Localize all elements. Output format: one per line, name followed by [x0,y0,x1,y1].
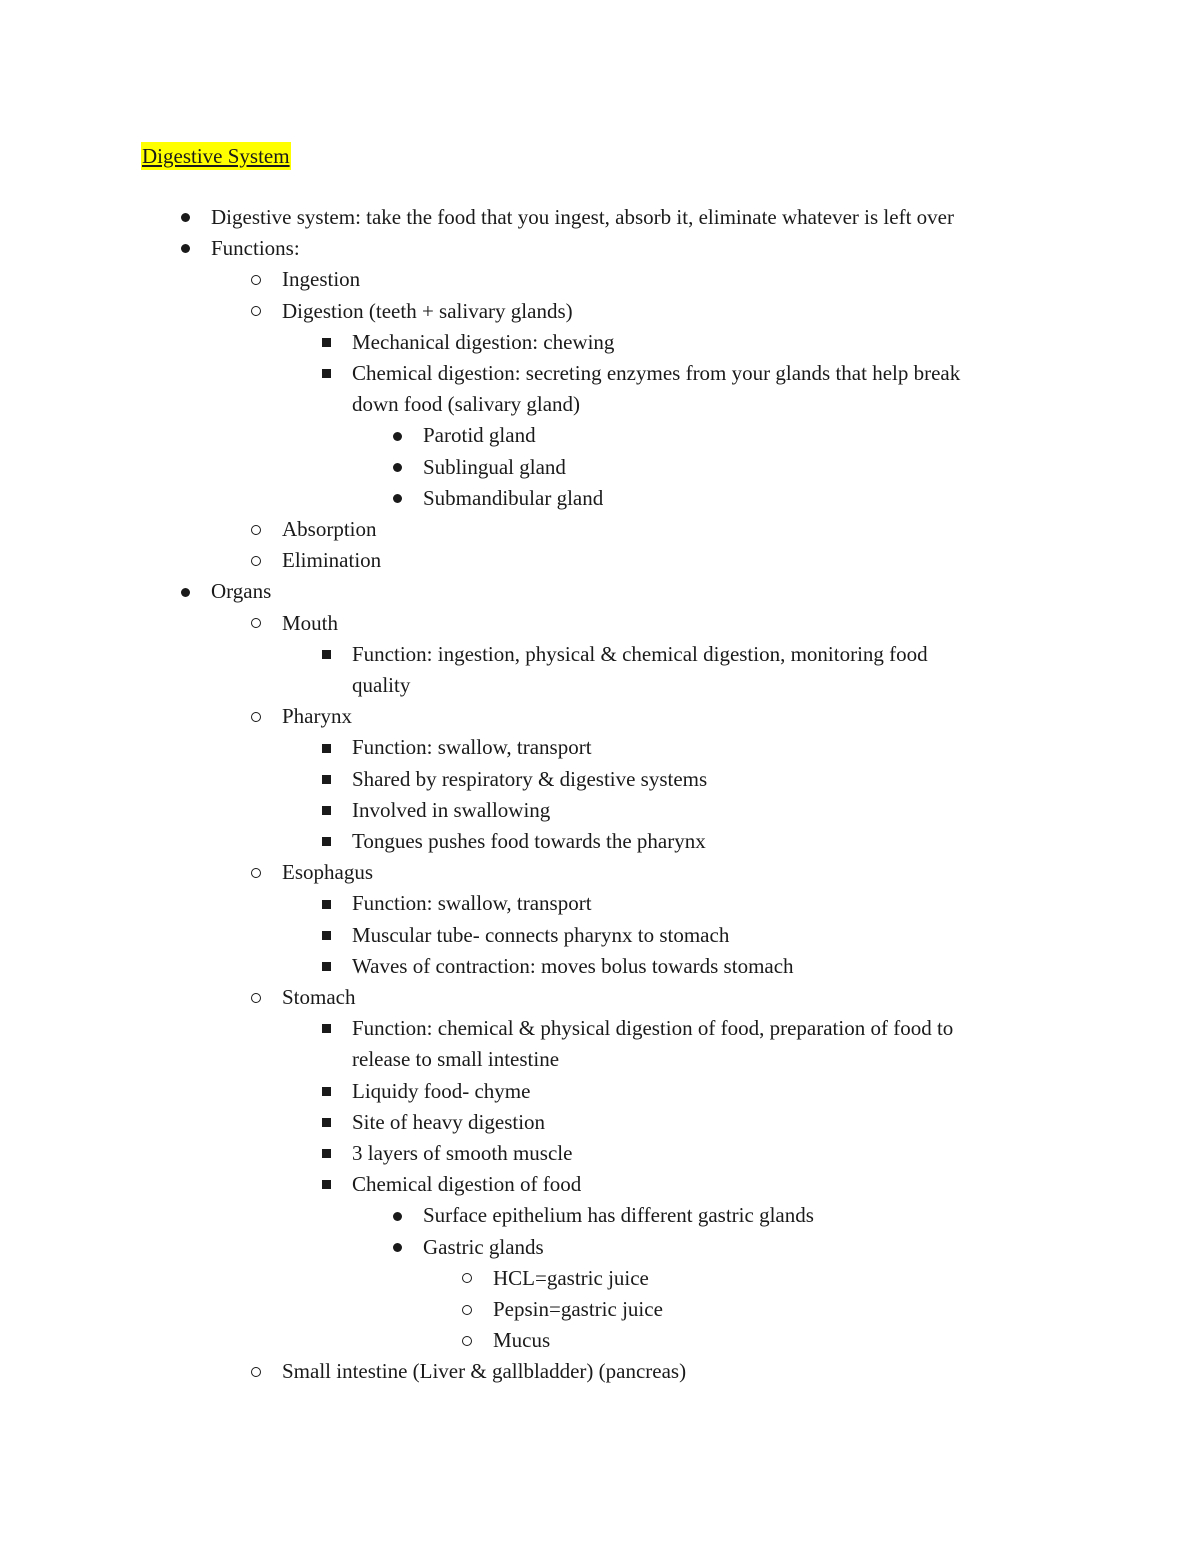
list-item-level-2: Function: swallow, transport [352,891,592,916]
bullet-square-icon [311,888,341,919]
list-item-level-0: Digestive system: take the food that you ingest, absorb it, eliminate whatever is left over [211,205,954,229]
list-item-level-1: Absorption [282,517,377,541]
bullet-disc-icon [382,420,412,451]
bullet-circle-icon [241,857,271,888]
bullet-circle-icon [241,701,271,732]
list-item-level-1: Elimination [282,548,382,573]
bullet-square-icon [311,358,341,389]
document-title: Digestive System [142,144,290,168]
list-item-level-1: Small intestine (Liver & gallbladder) (pancreas) [282,1359,687,1384]
bullet-square-icon [311,764,341,795]
list-item-level-1: Digestion (teeth + salivary glands) [282,298,573,323]
bullet-disc-icon [170,202,200,233]
list-item-level-2: 3 layers of smooth muscle [352,1141,573,1165]
bullet-circle-icon [452,1263,482,1294]
bullet-square-icon [311,732,341,763]
list-item-level-4: HCL=gastric juice [493,1265,649,1290]
list-item-level-3: Submandibular gland [423,485,604,510]
list-item-level-2: Function: chemical & physical digestion of food, preparation of food to [352,1016,954,1041]
bullet-square-icon [311,1169,341,1200]
bullet-square-icon [311,920,341,951]
list-item-level-2: Function: ingestion, physical & chemical digestion, monitoring food [352,641,928,666]
bullet-square-icon [311,327,341,358]
bullet-square-icon [311,1107,341,1138]
bullet-circle-icon [452,1294,482,1325]
list-item-level-3: Parotid gland [423,423,536,448]
bullet-disc-icon [382,483,412,514]
bullet-disc-icon [382,452,412,483]
list-item-level-2: Function: swallow, transport [352,735,592,760]
list-item-level-2: release to small intestine [352,1047,560,1072]
bullet-square-icon [311,1013,341,1044]
list-item-level-4: Pepsin=gastric juice [493,1297,663,1321]
list-item-level-1: Ingestion [282,267,361,292]
bullet-square-icon [311,795,341,826]
list-item-level-3: Surface epithelium has different gastric glands [423,1203,814,1228]
bullet-square-icon [311,1076,341,1107]
list-item-level-2: Site of heavy digestion [352,1109,546,1134]
list-item-level-2: Shared by respiratory & digestive systems [352,766,708,791]
bullet-disc-icon [382,1232,412,1263]
bullet-square-icon [311,826,341,857]
list-item-level-2: Chemical digestion of food [352,1172,582,1197]
bullet-square-icon [311,951,341,982]
list-item-level-3: Sublingual gland [423,454,566,479]
list-item-level-0: Organs [211,579,272,604]
list-item-level-2: Tongues pushes food towards the pharynx [352,829,706,853]
list-item-level-2: quality [352,673,411,697]
bullet-circle-icon [241,1356,271,1387]
bullet-disc-icon [170,576,200,607]
list-item-level-2: down food (salivary gland) [352,392,581,417]
list-item-level-3: Gastric glands [423,1234,544,1259]
list-item-level-0: Functions: [211,236,300,261]
list-item-level-2: Liquidy food- chyme [352,1078,531,1103]
list-item-level-1: Stomach [282,985,356,1009]
list-item-level-2: Involved in swallowing [352,797,551,822]
bullet-circle-icon [452,1325,482,1356]
list-item-level-2: Waves of contraction: moves bolus towards stomach [352,953,794,978]
list-item-level-1: Esophagus [282,860,373,885]
list-item-level-1: Pharynx [282,704,352,729]
bullet-square-icon [311,1138,341,1169]
bullet-square-icon [311,639,341,670]
bullet-circle-icon [241,545,271,576]
bullet-circle-icon [241,264,271,295]
list-item-level-4: Mucus [493,1328,551,1353]
bullet-circle-icon [241,982,271,1013]
list-item-level-1: Mouth [282,610,339,635]
list-item-level-2: Muscular tube- connects pharynx to stomach [352,922,730,947]
list-item-level-2: Mechanical digestion: chewing [352,329,615,354]
bullet-circle-icon [241,296,271,327]
bullet-disc-icon [170,233,200,264]
bullet-circle-icon [241,608,271,639]
list-item-level-2: Chemical digestion: secreting enzymes from your glands that help break [352,361,961,385]
bullet-circle-icon [241,514,271,545]
bullet-disc-icon [382,1200,412,1231]
